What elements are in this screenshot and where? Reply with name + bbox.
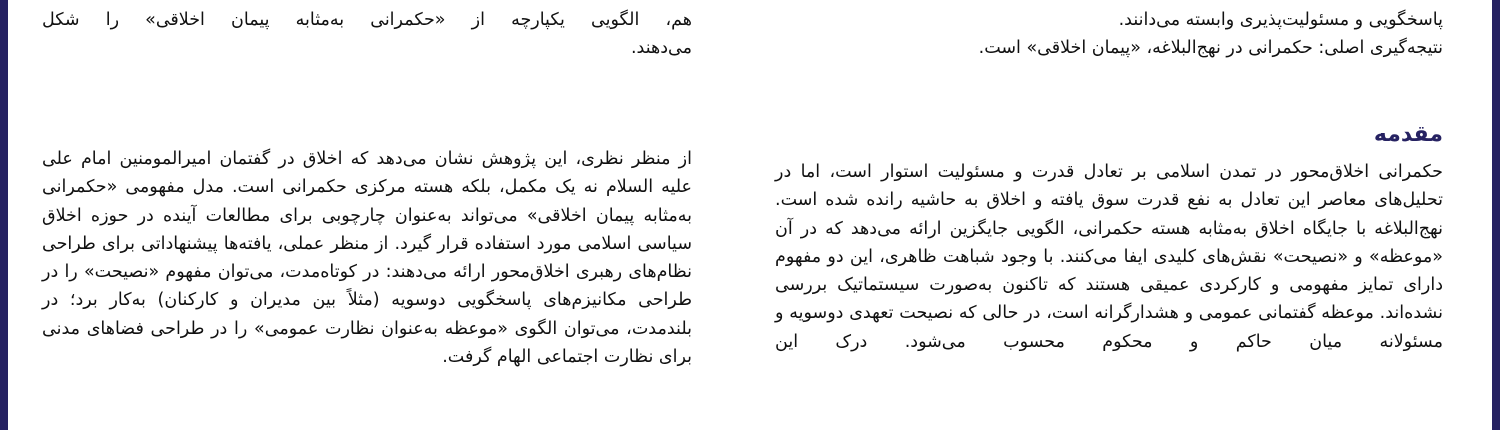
intro-paragraph <box>775 158 1443 356</box>
left-top-line-1: هم، الگویی یکپارچه از «حکمرانی به‌مثابه پیمان اخلاقی» را شکل <box>42 10 692 30</box>
left-border-bar <box>0 0 8 430</box>
conclusion-paragraph-text: از منظر نظری، این پژوهش نشان می‌دهد که اخلاق در گفتمان امیرالمومنین امام علی علیه السلام نه یک مکمل، بلکه هسته مرکزی حکمرانی است. مدل مفهومی «حکمرانی به‌مثابه پیمان اخلاقی» می‌تواند به‌عنوان چارچوبی برای مطالعات آینده در حوزه اخلاق سیاسی اسلامی مورد استفاده قرار گیرد. از منظر عملی، یافته‌ها پیشنهاداتی برای طراحی نظام‌های رهبری اخلاق‌محور ارائه می‌دهند: در کوتاه‌مدت، می‌توان مفهوم «نصیحت» را در طراحی مکانیزم‌های پاسخگویی دوسویه (مثلاً بین مدیران و کارکنان) به‌کار برد؛ در بلندمدت، می‌توان الگوی «موعظه به‌عنوان نظارت عمومی» را در طراحی فضاهای مدنی برای نظارت اجتماعی الهام گرفت. <box>42 149 692 368</box>
intro-paragraph-text: حکمرانی اخلاق‌محور در تمدن اسلامی بر تعادل قدرت و مسئولیت استوار است، اما در تحلیل‌های معاصر این تعادل به نفع قدرت سوق یافته و اخلاق به حاشیه رانده شده است. نهج‌البلاغه با جایگاه اخلاق به‌مثابه هسته حکمرانی، الگویی جایگزین ارائه می‌دهد که در آن «موعظه» و «نصیحت» نقش‌های کلیدی ایفا می‌کنند. با وجود شباهت ظاهری، این دو مفهوم دارای تمایز مفهومی و کارکردی عمیقی هستند که تاکنون به‌صورت سیستماتیک بررسی نشده‌اند. موعظه گفتمانی عمومی و هشدارگرانه است، در حالی که نصیحت تعهدی دوسویه و مسئولانه میان حاکم و محکوم محسوب می‌شود. درک این <box>775 162 1443 352</box>
left-top-line-2: می‌دهند. <box>630 38 692 59</box>
right-top-lines <box>775 6 1443 63</box>
left-top-paragraph <box>42 6 692 63</box>
right-border-bar <box>1492 0 1500 430</box>
right-top-line-1: پاسخگویی و مسئولیت‌پذیری وابسته می‌دانند. <box>1118 10 1443 30</box>
section-heading-introduction: مقدمه <box>1373 122 1443 147</box>
conclusion-paragraph <box>42 145 692 371</box>
main-conclusion-line: نتیجه‌گیری اصلی: حکمرانی در نهج‌البلاغه، «پیمان اخلاقی» است. <box>978 38 1443 59</box>
